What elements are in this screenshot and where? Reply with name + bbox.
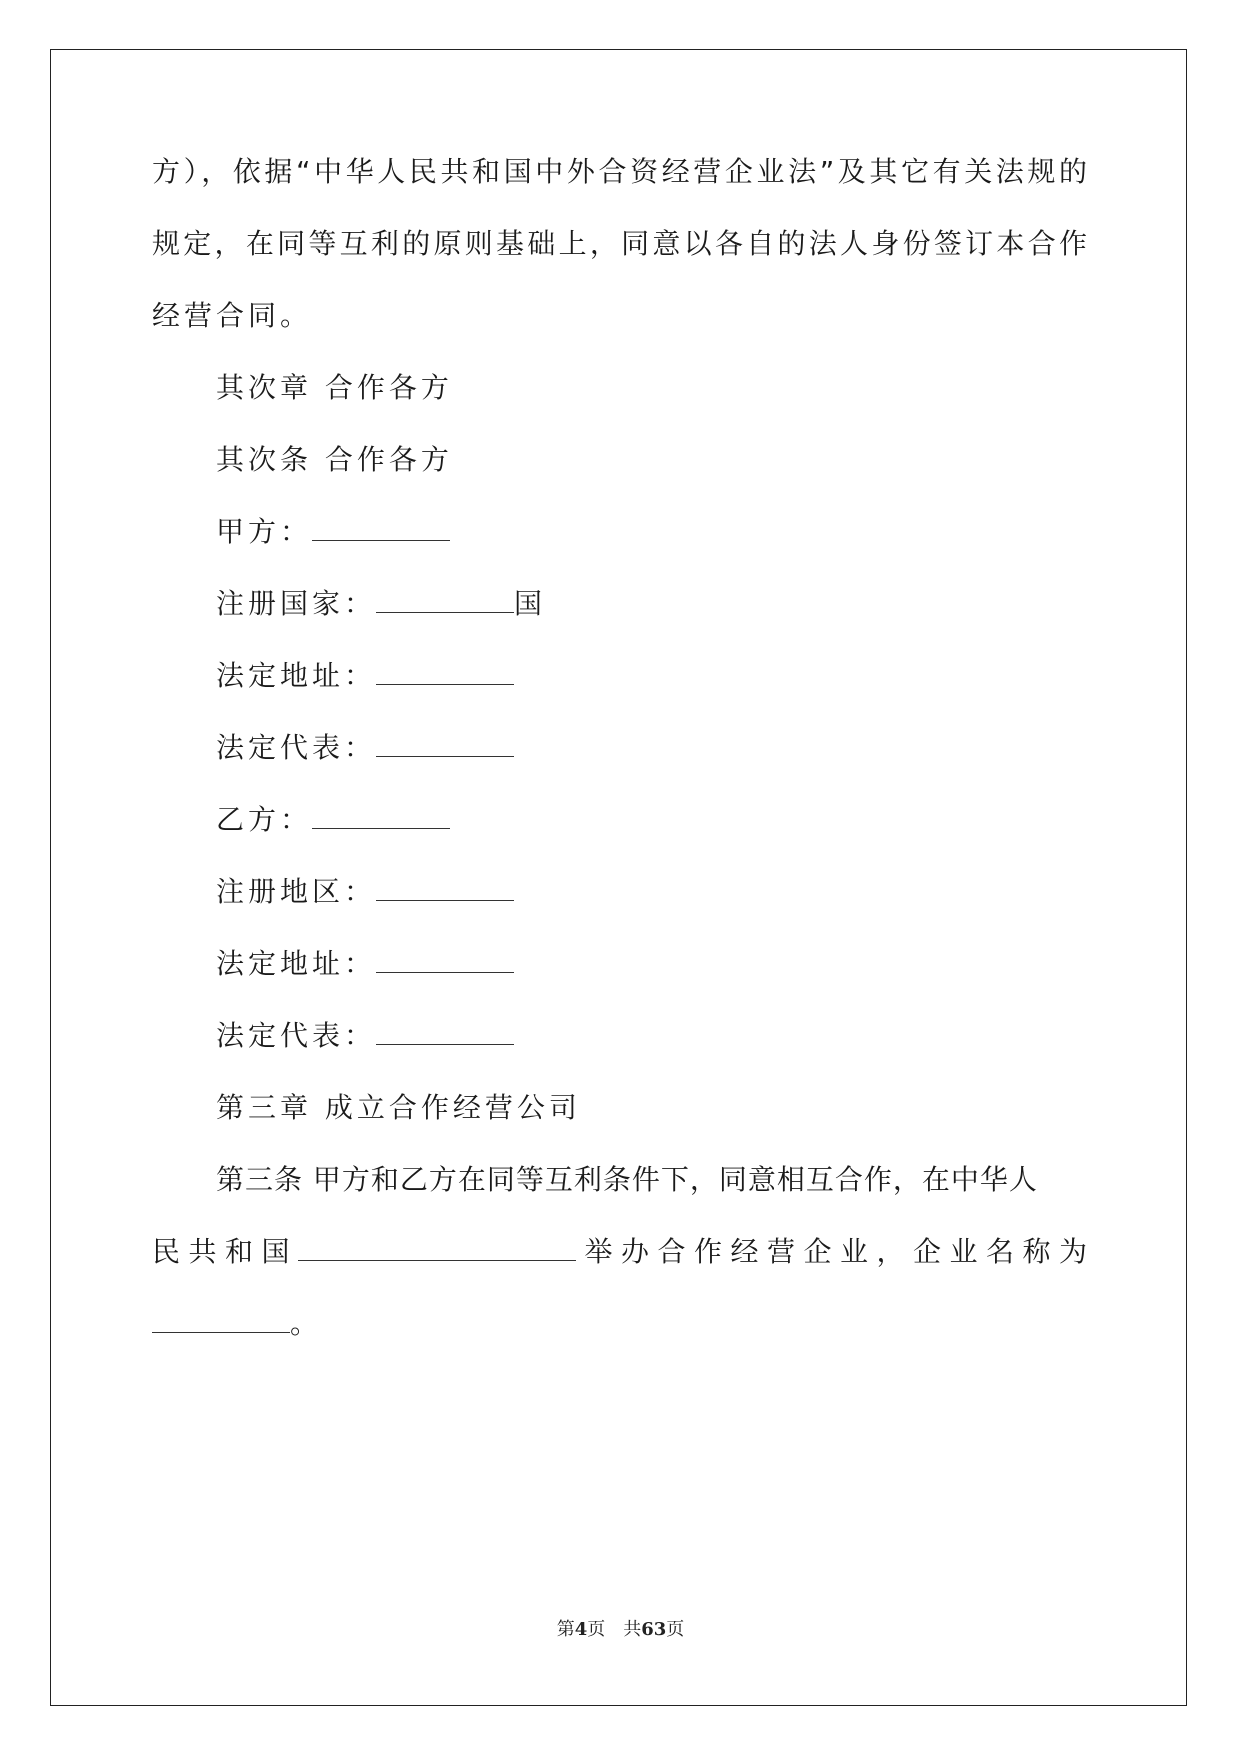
party-b-label: 乙方： — [216, 803, 313, 836]
footer-mid: 页 共 — [587, 1619, 642, 1640]
party-a-country-row — [216, 584, 546, 624]
party-a-label: 甲方： — [216, 515, 313, 548]
page-footer — [0, 1618, 1241, 1642]
article-3-line-2-suffix: 举办合作经营企业，企业名称为 — [576, 1235, 1087, 1268]
paragraph-line-3: 经营合同。 — [152, 299, 313, 332]
party-a-address-blank[interactable] — [376, 662, 514, 685]
party-a-blank[interactable] — [312, 518, 450, 541]
paragraph-line-2: 规定，在同等互利的原则基础上，同意以各自的法人身份签订本合作 — [152, 227, 1087, 260]
party-b-rep-blank[interactable] — [376, 1022, 514, 1045]
party-b-region-row — [216, 872, 514, 912]
party-b-address-blank[interactable] — [376, 950, 514, 973]
footer-total-pages: 63 — [641, 1619, 667, 1640]
company-name-blank[interactable] — [152, 1310, 290, 1333]
article-3-line-3 — [152, 1304, 322, 1344]
party-a-row — [216, 512, 450, 552]
party-b-rep-row — [216, 1016, 514, 1056]
article-3-location-blank[interactable] — [298, 1238, 576, 1261]
footer-suffix: 页 — [666, 1619, 685, 1640]
paragraph-line-1: 方），依据“中华人民共和国中外合资经营企业法”及其它有关法规的 — [152, 155, 1087, 188]
party-a-rep-row — [216, 728, 514, 768]
party-a-rep-blank[interactable] — [376, 734, 514, 757]
footer-prefix: 第 — [556, 1619, 575, 1640]
party-a-country-suffix: 国 — [514, 587, 547, 620]
chapter-3-heading: 第三章 成立合作经营公司 — [216, 1091, 581, 1124]
article-3-line-2 — [152, 1232, 1087, 1272]
chapter-2-heading: 其次章 合作各方 — [216, 371, 453, 404]
article-2-heading: 其次条 合作各方 — [216, 443, 453, 476]
article-3-line-3-suffix: 。 — [290, 1307, 323, 1340]
party-b-rep-label: 法定代表： — [216, 1019, 377, 1052]
party-a-address-label: 法定地址： — [216, 659, 377, 692]
party-a-country-label: 注册国家： — [216, 587, 377, 620]
party-a-address-row — [216, 656, 514, 696]
party-b-region-blank[interactable] — [376, 878, 514, 901]
article-3-line-1: 第三条 甲方和乙方在同等互利条件下，同意相互合作，在中华人 — [216, 1163, 1038, 1196]
party-b-region-label: 注册地区： — [216, 875, 377, 908]
party-b-row — [216, 800, 450, 840]
party-b-address-label: 法定地址： — [216, 947, 377, 980]
party-b-address-row — [216, 944, 514, 984]
party-b-blank[interactable] — [312, 806, 450, 829]
party-a-rep-label: 法定代表： — [216, 731, 377, 764]
party-a-country-blank[interactable] — [376, 590, 514, 613]
footer-page-number: 4 — [574, 1619, 588, 1640]
article-3-country-prefix: 民共和国 — [152, 1235, 298, 1268]
